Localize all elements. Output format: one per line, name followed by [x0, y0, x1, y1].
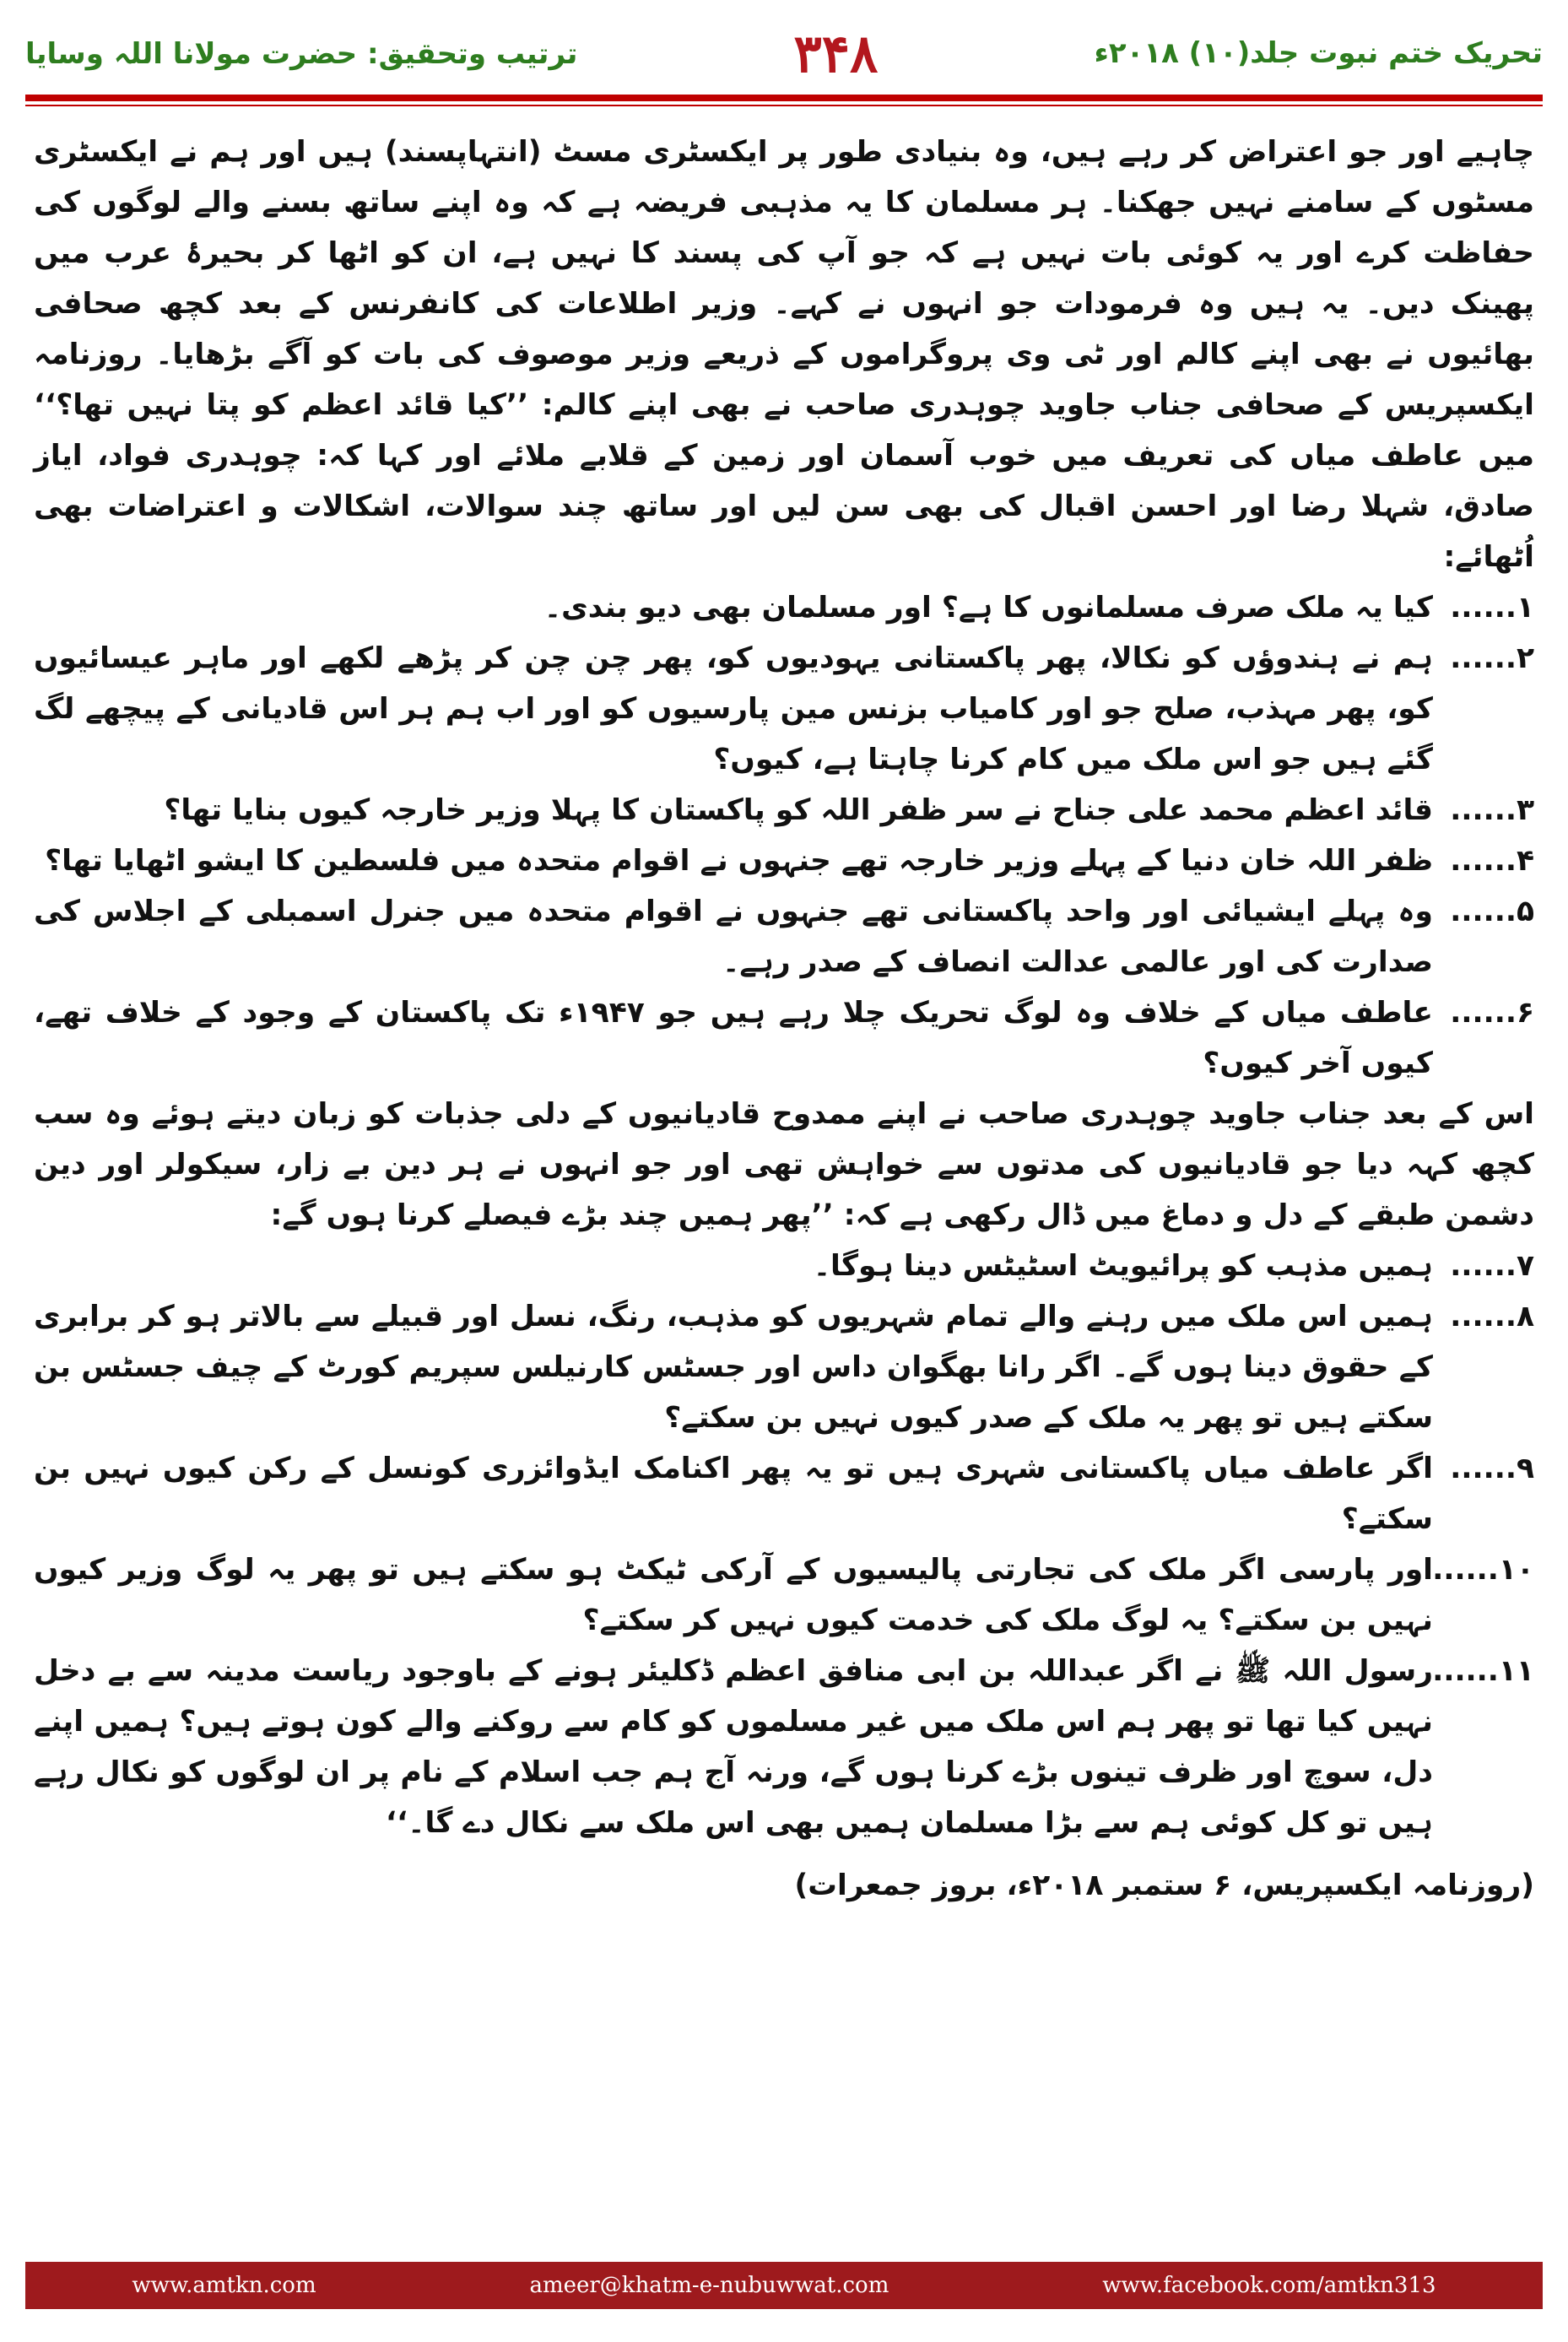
item-number: ۲...... — [1450, 641, 1534, 675]
website-link[interactable]: www.amtkn.com — [132, 2273, 316, 2298]
page-header — [25, 15, 1543, 91]
list-item — [34, 1291, 1534, 1443]
list-item — [34, 886, 1534, 987]
item-text: وہ پہلے ایشیائی اور واحد پاکستانی تھے جنہوں نے اقوام متحدہ میں جنرل اسمبلی کے اجلاس کی صدارت کی اور عالمی عدالت انصاف کے صدر رہے۔ — [34, 895, 1433, 979]
item-number: ۳...... — [1450, 793, 1534, 827]
list-item — [34, 1443, 1534, 1544]
page-footer — [25, 2262, 1543, 2309]
item-number: ۷...... — [1450, 1249, 1534, 1283]
item-text: رسول اللہ ﷺ نے اگر عبداللہ بن ابی منافق اعظم ڈکلیئر ہونے کے باوجود ریاست مدینہ سے بے دخل نہیں کیا تھا تو پھر ہم اس ملک میں غیر مسلموں کو کام سے روکنے والے کون ہوتے ہیں؟ ہمیں اپنے دل، سوچ اور ظرف تینوں بڑے کرنا ہوں گے، ورنہ آج ہم جب اسلام کے نام پر ان لوگوں کو نکال رہے ہیں تو کل کوئی ہم سے بڑا مسلمان ہمیں بھی اس ملک سے نکال دے گا۔‘‘ — [34, 1654, 1433, 1840]
item-text: ہم نے ہندوؤں کو نکالا، پھر پاکستانی یہودیوں کو، پھر چن چن کر پڑھے لکھے اور ماہر عیسائیوں کو، پھر مہذب، صلح جو اور کامیاب بزنس مین پارسیوں کو اور اب ہم ہر اس قادیانی کے پیچھے لگ گئے ہیں جو اس ملک میں کام کرنا چاہتا ہے، کیوں؟ — [34, 641, 1433, 776]
item-number: ۹...... — [1450, 1452, 1534, 1485]
list-item — [34, 987, 1534, 1089]
item-text: اور پارسی اگر ملک کی تجارتی پالیسیوں کے آرکی ٹیکٹ ہو سکتے ہیں تو پھر یہ لوگ وزیر کیوں نہیں بن سکتے؟ یہ لوگ ملک کی خدمت کیوں نہیں کر سکتے؟ — [34, 1553, 1433, 1637]
item-number: ۱۱...... — [1432, 1654, 1534, 1688]
item-number: ۵...... — [1450, 895, 1534, 928]
book-title: تحریک ختم نبوت جلد(۱۰) ۲۰۱۸ء — [1094, 36, 1543, 70]
intro-paragraph: چاہیے اور جو اعتراض کر رہے ہیں، وہ بنیادی طور پر ایکسٹری مسٹ (انتہاپسند) ہیں اور ہم نے ایکسٹری مسٹوں کے سامنے نہیں جھکنا۔ ہر مسلمان کا یہ مذہبی فریضہ ہے کہ وہ اپنے ساتھ بسنے والے لوگوں کی حفاظت کرے اور یہ کوئی بات نہیں ہے کہ جو آپ کی پسند کا نہیں ہے، ان کو اٹھا کر بحیرۂ عرب میں پھینک دیں۔ یہ ہیں وہ فرمودات جو انہوں نے کہے۔ وزیر اطلاعات کی کانفرنس کے بعد کچھ صحافی بھائیوں نے بھی اپنے کالم اور ٹی وی پروگراموں کے ذریعے وزیر موصوف کی بات کو آگے بڑھایا۔ روزنامہ ایکسپریس کے صحافی جناب جاوید چوہدری صاحب نے بھی اپنے کالم: ’’کیا قائد اعظم کو پتا نہیں تھا؟‘‘ میں عاطف میاں کی تعریف میں خوب آسمان اور زمین کے قلابے ملائے اور کہا کہ: چوہدری فواد، ایاز صادق، شہلا رضا اور احسن اقبال کی بھی سن لیں اور ساتھ چند سوالات، اشکالات و اعتراضات بھی اُٹھائے: — [34, 135, 1534, 574]
list-item — [34, 785, 1534, 836]
list-item — [34, 633, 1534, 785]
item-text: کیا یہ ملک صرف مسلمانوں کا ہے؟ اور مسلمان بھی دیو بندی۔ — [543, 591, 1433, 625]
item-number: ۱۰...... — [1432, 1553, 1534, 1587]
facebook-link[interactable]: www.facebook.com/amtkn313 — [1102, 2273, 1436, 2298]
list-item — [34, 1544, 1534, 1646]
article-body — [34, 127, 1534, 1940]
item-number: ۶...... — [1450, 996, 1534, 1030]
middle-paragraph: اس کے بعد جناب جاوید چوہدری صاحب نے اپنے ممدوح قادیانیوں کے دلی جذبات کو زبان دیتے ہوئے وہ سب کچھ کہہ دیا جو قادیانیوں کی مدتوں سے خواہش تھی اور جو انہوں نے ہر دین بے زار، سیکولر اور دین دشمن طبقے کے دل و دماغ میں ڈال رکھی ہے کہ: ’’پھر ہمیں چند بڑے فیصلے کرنا ہوں گے: — [34, 1097, 1534, 1232]
compiler-credit: ترتیب وتحقیق: حضرت مولانا اللہ وسایا — [25, 36, 578, 71]
email-link[interactable]: ameer@khatm-e-nubuwwat.com — [529, 2273, 889, 2298]
page-number: ۳۴۸ — [793, 22, 879, 84]
list-item — [34, 1241, 1534, 1291]
header-rule-thin — [25, 105, 1543, 106]
header-rule — [25, 95, 1543, 101]
item-text: ظفر اللہ خان دنیا کے پہلے وزیر خارجہ تھے جنہوں نے اقوام متحدہ میں فلسطین کا ایشو اٹھایا تھا؟ — [45, 844, 1433, 878]
source-citation: (روزنامہ ایکسپریس، ۶ ستمبر ۲۰۱۸ء، بروز جمعرات) — [794, 1869, 1534, 1902]
item-number: ۴...... — [1450, 844, 1534, 878]
list-item — [34, 836, 1534, 886]
list-item — [34, 582, 1534, 633]
item-text: قائد اعظم محمد علی جناح نے سر ظفر اللہ کو پاکستان کا پہلا وزیر خارجہ کیوں بنایا تھا؟ — [164, 793, 1433, 827]
list-item — [34, 1646, 1534, 1848]
item-text: عاطف میاں کے خلاف وہ لوگ تحریک چلا رہے ہیں جو ۱۹۴۷ء تک پاکستان کے وجود کے خلاف تھے، کیوں آخر کیوں؟ — [34, 996, 1433, 1080]
item-text: ہمیں مذہب کو پرائیویٹ اسٹیٹس دینا ہوگا۔ — [813, 1249, 1433, 1283]
item-number: ۱...... — [1450, 591, 1534, 625]
item-text: ہمیں اس ملک میں رہنے والے تمام شہریوں کو مذہب، رنگ، نسل اور قبیلے سے بالاتر ہو کر برابری کے حقوق دینا ہوں گے۔ اگر رانا بھگوان داس اور جسٹس کارنیلس سپریم کورٹ کے چیف جسٹس بن سکتے ہیں تو پھر یہ ملک کے صدر کیوں نہیں بن سکتے؟ — [34, 1300, 1433, 1435]
item-number: ۸...... — [1450, 1300, 1534, 1333]
item-text: اگر عاطف میاں پاکستانی شہری ہیں تو یہ پھر اکنامک ایڈوائزری کونسل کے رکن کیوں نہیں بن سکتے؟ — [34, 1452, 1433, 1536]
